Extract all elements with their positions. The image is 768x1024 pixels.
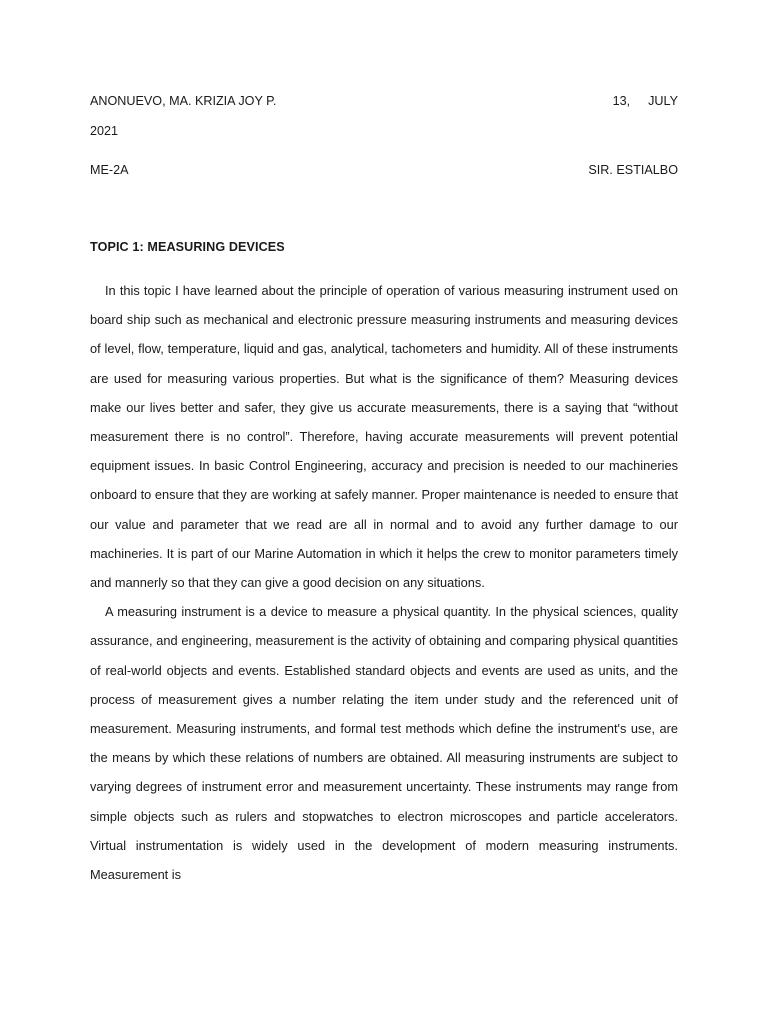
date-day: 13, bbox=[612, 94, 631, 108]
date-month: JULY bbox=[648, 94, 678, 108]
student-name: ANONUEVO, MA. KRIZIA JOY P. bbox=[90, 94, 277, 108]
date-day-month bbox=[613, 94, 678, 108]
header-row-section-instructor bbox=[90, 163, 678, 177]
body-text bbox=[90, 276, 678, 889]
class-section: ME-2A bbox=[90, 163, 129, 177]
instructor-name: SIR. ESTIALBO bbox=[588, 163, 678, 177]
header-row-name-date bbox=[90, 94, 678, 108]
date-year: 2021 bbox=[90, 124, 119, 138]
paragraph-2: A measuring instrument is a device to measure a physical quantity. In the physical sciences, quality assurance, and engineering, measurement is the activity of obtaining and comparing physical quantities of real-world objects and events. Established standard objects and events are used as units, and the process of measurement gives a number relating the item under study and the referenced unit of measurement. Measuring instruments, and formal test methods which define the instrument's use, are the means by which these relations of numbers are obtained. All measuring instruments are subject to varying degrees of instrument error and measurement uncertainty. These instruments may range from simple objects such as rulers and stopwatches to electron microscopes and particle accelerators. Virtual instrumentation is widely used in the development of modern measuring instruments. Measurement is bbox=[90, 604, 678, 883]
topic-title: TOPIC 1: MEASURING DEVICES bbox=[90, 240, 285, 254]
paragraph-1: In this topic I have learned about the principle of operation of various measuring instrument used on board ship such as mechanical and electronic pressure measuring instruments and measuring devices of level, flow, temperature, liquid and gas, analytical, tachometers and humidity. All of these instruments are used for measuring various properties. But what is the significance of them? Measuring devices make our lives better and safer, they give us accurate measurements, there is a saying that “without measurement there is no control”. Therefore, having accurate measurements will prevent potential equipment issues. In basic Control Engineering, accuracy and precision is needed to our machineries onboard to ensure that they are working at safely manner. Proper maintenance is needed to ensure that our value and parameter that we read are all in normal and to avoid any further damage to our machineries. It is part of our Marine Automation in which it helps the crew to monitor parameters timely and mannerly so that they can give a good decision on any situations. bbox=[90, 283, 678, 591]
header-row-year bbox=[90, 124, 678, 138]
